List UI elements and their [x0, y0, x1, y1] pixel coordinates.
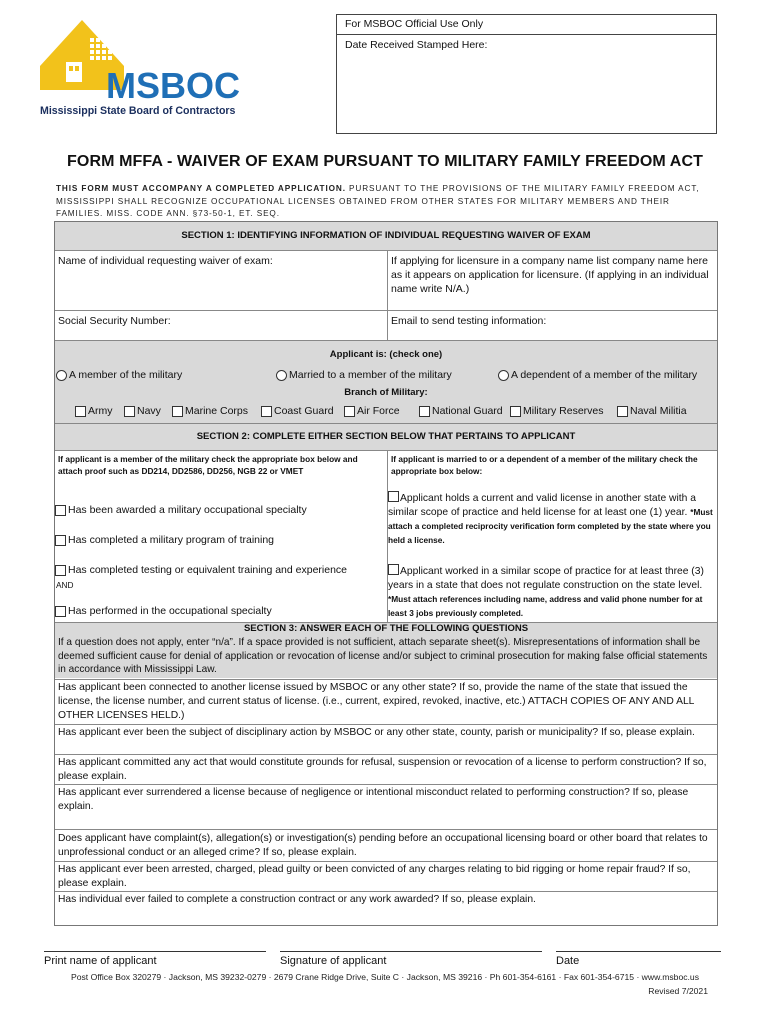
checkbox[interactable] [55, 606, 66, 617]
revised-date: Revised 7/2021 [648, 986, 708, 996]
msboc-logo [36, 18, 272, 130]
intro-rest: PURSUANT TO THE PROVISIONS OF THE MILITARY FAMILY FREEDOM ACT, MISSISSIPPI SHALL RECOGNIZE OCCUPATIONAL LICENSES OBTAINED FROM OTHER STATES FOR MILITARY MEMBERS AND THEIR FAMILIES. MISS. CODE ANN. §73-50-1, ET. SEQ. [56, 184, 700, 218]
logo-name: Mississippi State Board of Contractors [40, 105, 236, 117]
branch-naval-militia[interactable] [617, 405, 687, 417]
branch-label: Branch of Military: [55, 385, 717, 401]
section3-header: SECTION 3: ANSWER EACH OF THE FOLLOWING QUESTIONS [243, 623, 529, 634]
company-label: If applying for licensure in a company name list company name here as it appears on application for licensure. (If applying in an individual name write N/A.) [391, 255, 709, 295]
section2-header: SECTION 2: COMPLETE EITHER SECTION BELOW THAT PERTAINS TO APPLICANT [55, 424, 717, 450]
checkbox[interactable] [419, 406, 430, 417]
signature-label: Signature of applicant [280, 955, 387, 967]
question-1: Has applicant been connected to another license issued by MSBOC or any other state? If so, provide the name of the state that issued the license, the license number, and current status of license. (i.e., current, expired, revoked, inactive, etc.) ATTACH COPIES OF ANY AND ALL OTHER LICENSES HELD.) [58, 682, 695, 721]
date-label: Date [556, 955, 580, 967]
question-5: Does applicant have complaint(s), allegation(s) or investigation(s) pending before an occupational licensing board or other board that relates to unprofessional conduct or an alleged crime? If so, please explain. [58, 833, 708, 858]
option-dependent[interactable] [498, 369, 697, 381]
item-label: Applicant worked in a similar scope of practice for at least three (3) years in a state that does not regulate construction on the state level. [388, 566, 704, 591]
checkbox[interactable] [55, 505, 66, 516]
branch-label-text: Army [88, 405, 113, 417]
item-label: Has been awarded a military occupational specialty [68, 504, 307, 516]
branch-label-text: Navy [137, 405, 161, 417]
option-label: Married to a member of the military [289, 369, 452, 381]
item-training-program[interactable] [55, 534, 274, 546]
item-label: Applicant holds a current and valid license in another state with a similar scope of practice and held license for at least one (1) year. [388, 493, 696, 518]
item-note: *Must attach references including name, address and valid phone number for at least 3 jobs previously completed. [388, 594, 703, 618]
branch-national-guard[interactable] [419, 405, 503, 417]
item-note: *Must attach a completed reciprocity verification form completed by the state where you held a license. [388, 507, 713, 545]
print-name-label: Print name of applicant [44, 955, 157, 967]
item-current-license [388, 491, 714, 548]
radio-dependent[interactable] [498, 370, 509, 381]
signature-line[interactable] [280, 951, 542, 952]
checkbox[interactable] [172, 406, 183, 417]
question-6: Has applicant ever been arrested, charged, plead guilty or been convicted of any charges relating to bid rigging or home repair fraud? If so, please explain. [58, 864, 691, 889]
section2-left-instructions: If applicant is a member of the military check the appropriate box below and attach proof such as DD214, DD2586, DD256, NGB 22 or VMET [58, 454, 358, 476]
branch-coast-guard[interactable] [261, 405, 334, 417]
item-label: Has performed in the occupational specialty [68, 605, 272, 617]
option-married[interactable] [276, 369, 452, 381]
radio-military-member[interactable] [56, 370, 67, 381]
item-testing-training[interactable] [55, 564, 347, 576]
branch-label-text: Coast Guard [274, 405, 334, 417]
print-name-line[interactable] [44, 951, 266, 952]
date-received-label: Date Received Stamped Here: [345, 39, 488, 51]
branch-marine-corps[interactable] [172, 405, 248, 417]
option-military-member[interactable] [56, 369, 182, 381]
branch-military-reserves[interactable] [510, 405, 604, 417]
option-label: A dependent of a member of the military [511, 369, 698, 381]
checkbox[interactable] [55, 565, 66, 576]
question-7: Has individual ever failed to complete a construction contract or any work awarded? If so, please explain. [58, 894, 536, 905]
question-2: Has applicant ever been the subject of disciplinary action by MSBOC or any other state, county, parish or municipality? If so, please explain. [58, 727, 695, 738]
checkbox[interactable] [75, 406, 86, 417]
option-label: A member of the military [69, 369, 183, 381]
official-use-label: For MSBOC Official Use Only [337, 15, 716, 35]
date-line[interactable] [556, 951, 721, 952]
branch-label-text: Naval Militia [630, 405, 687, 417]
checkbox[interactable] [617, 406, 628, 417]
item-label: Has completed a military program of training [68, 534, 275, 546]
section3-intro: If a question does not apply, enter “n/a”. If a space provided is not sufficient, attach separate sheet(s). Misrepresentations of information shall be deemed sufficient cause for denial of application or revocation of license and/or subject to criminal prosecution for making false official statements in accordance with Mississippi Law. [58, 637, 708, 676]
name-field[interactable] [58, 270, 384, 310]
branch-army[interactable] [75, 405, 113, 417]
ssn-label: Social Security Number: [58, 315, 171, 327]
applicant-is-label: Applicant is: (check one) [329, 349, 443, 360]
branch-air-force[interactable] [344, 405, 400, 417]
form-intro [56, 183, 716, 221]
branch-navy[interactable] [124, 405, 161, 417]
question-4: Has applicant ever surrendered a license because of negligence or intentional misconduct related to performing construction? If so, please explain. [58, 787, 689, 812]
item-performed-specialty[interactable] [55, 605, 272, 617]
item-worked-unregulated [388, 564, 714, 621]
checkbox[interactable] [124, 406, 135, 417]
email-label: Email to send testing information: [391, 315, 547, 327]
item-occupational-specialty[interactable] [55, 504, 307, 516]
section2-right-instructions: If applicant is married to or a dependent of a member of the military check the appropriate box below: [391, 454, 698, 476]
logo-graphic [36, 18, 272, 130]
checkbox[interactable] [388, 491, 399, 502]
checkbox[interactable] [261, 406, 272, 417]
and-label: AND [56, 580, 74, 590]
form-title: FORM MFFA - WAIVER OF EXAM PURSUANT TO MILITARY FAMILY FREEDOM ACT [67, 153, 703, 170]
footer-address: Post Office Box 320279 · Jackson, MS 39232-0279 · 2679 Crane Ridge Drive, Suite C · Jackson, MS 39216 · Ph 601-354-6161 · Fax 601-354-6715 · www.msboc.us [71, 972, 699, 982]
branch-label-text: Military Reserves [523, 405, 604, 417]
branch-label-text: Marine Corps [185, 405, 249, 417]
checkbox[interactable] [344, 406, 355, 417]
official-use-box [336, 14, 717, 134]
intro-bold: THIS FORM MUST ACCOMPANY A COMPLETED APPLICATION. [56, 184, 346, 193]
name-label: Name of individual requesting waiver of exam: [58, 255, 273, 267]
checkbox[interactable] [55, 535, 66, 546]
radio-married[interactable] [276, 370, 287, 381]
section1-header: SECTION 1: IDENTIFYING INFORMATION OF INDIVIDUAL REQUESTING WAIVER OF EXAM [55, 222, 717, 250]
checkbox[interactable] [388, 564, 399, 575]
checkbox[interactable] [510, 406, 521, 417]
branch-label-text: Air Force [357, 405, 400, 417]
question-3: Has applicant committed any act that would constitute grounds for refusal, suspension or revocation of a license to perform construction? If so, please explain. [58, 757, 707, 782]
logo-acronym: MSBOC [106, 65, 240, 106]
branch-label-text: National Guard [432, 405, 503, 417]
item-label: Has completed testing or equivalent training and experience [68, 564, 348, 576]
